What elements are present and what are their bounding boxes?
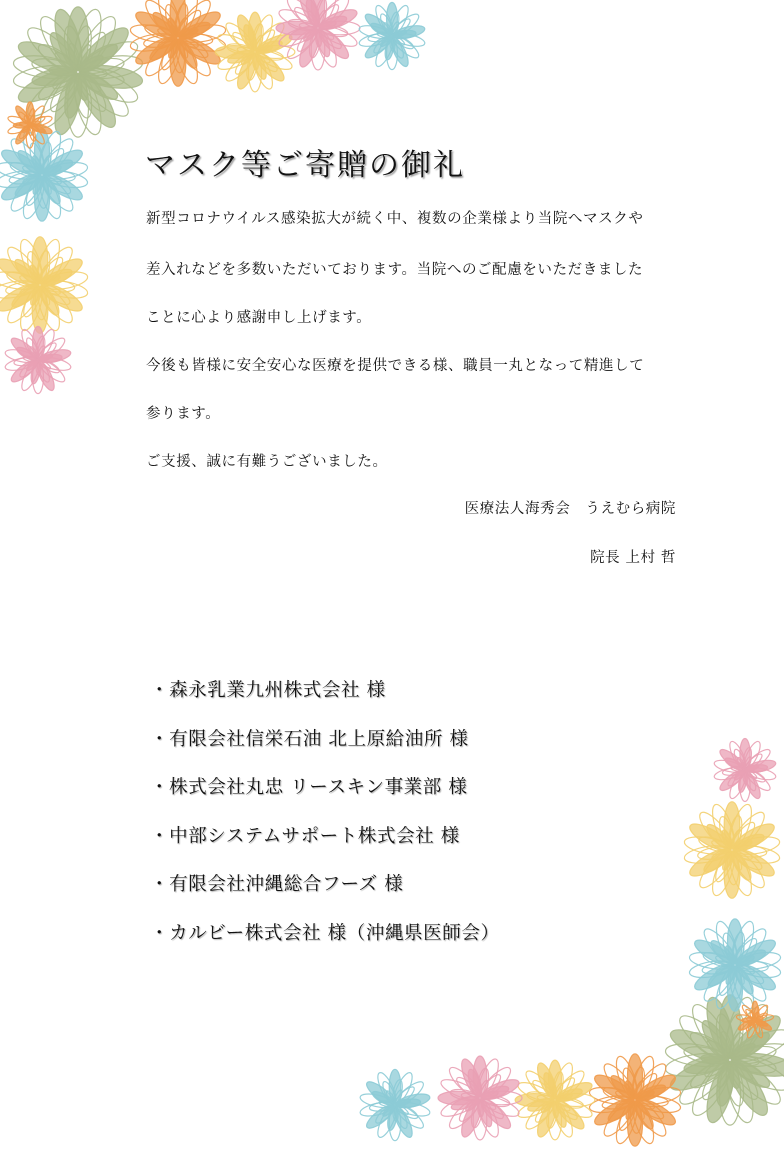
donor-item: ・有限会社沖縄総合フーズ 様 [150, 874, 404, 895]
page-title: マスク等ご寄贈の御礼 [145, 148, 465, 183]
flower-motif [358, 2, 426, 69]
flower-motif [688, 919, 782, 1011]
donor-item: ・中部システムサポート株式会社 様 [150, 825, 460, 847]
signature-director: 院長 上村 哲 [590, 550, 676, 566]
donor-list [150, 676, 500, 967]
flower-motif [0, 237, 89, 334]
flower-motif [515, 1060, 595, 1140]
donor-item: ・株式会社丸忠 リースキン事業部 様 [150, 777, 468, 798]
flower-motif [4, 326, 72, 393]
flower-motif [7, 102, 53, 148]
message-line: 新型コロナウイルス感染拡大が続く中、複数の企業様より当院へマスクや [146, 211, 644, 227]
donor-item: ・カルビー株式会社 様（沖縄県医師会） [150, 922, 500, 944]
flower-motif [736, 1001, 774, 1039]
flower-motif [713, 739, 777, 802]
flower-motif [588, 1054, 682, 1146]
flower-motif [215, 12, 295, 92]
flower-motif [129, 0, 227, 86]
donor-item: ・森永乳業九州株式会社 様 [150, 680, 386, 701]
flower-motif [664, 995, 784, 1126]
flower-motif [438, 1056, 522, 1140]
message-line: 参ります。 [146, 406, 221, 422]
flower-motif [276, 0, 360, 70]
donor-item: ・有限会社信栄石油 北上原給油所 様 [150, 728, 469, 750]
message-line: 今後も皆様に安全安心な医療を提供できる様、職員一丸となって精進して [146, 358, 645, 374]
flower-motif [0, 129, 89, 221]
signature-organization: 医療法人海秀会 うえむら病院 [464, 501, 676, 517]
message-line: ことに心より感謝申し上げます。 [146, 310, 372, 326]
flower-motif [12, 7, 144, 138]
flower-motif [683, 802, 781, 899]
message-line: ご支援、誠に有難うございました。 [146, 454, 388, 470]
message-line: 差入れなどを多数いただいております。当院へのご配慮をいただきました [146, 262, 644, 278]
floral-decoration-top-left [0, 0, 440, 410]
flower-motif [359, 1069, 431, 1140]
